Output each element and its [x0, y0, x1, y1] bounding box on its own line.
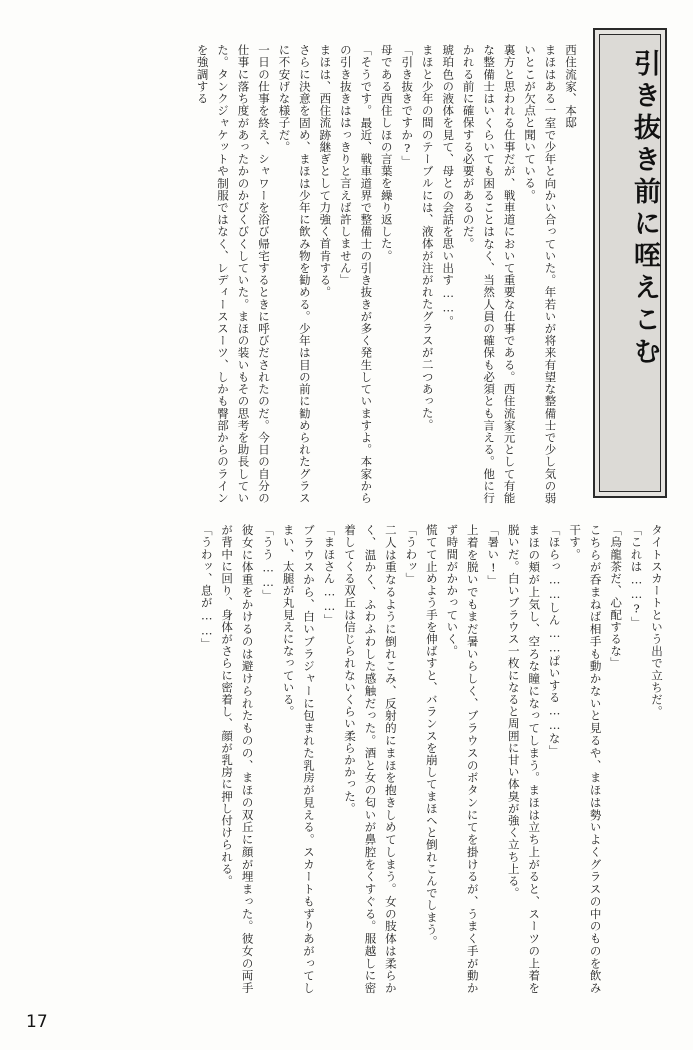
body-paragraph: まほは、西住流跡継ぎとして力強く首肯する。 — [318, 44, 333, 299]
body-paragraph: 母である西住しほの言葉を繰り返した。 — [379, 44, 394, 262]
body-paragraph: 裏方と思われる仕事だが、戦車道において重要な仕事である。西住流家元として有能な整備士はいくらいても困ることはなく、当然人員の確保も必須とも言える。他に行かれる前に確保する必要があるのだ。 — [461, 44, 517, 504]
body-paragraph: 西住流家、本邸 — [564, 44, 578, 129]
body-paragraph: 「うわッ、息が……」 — [199, 524, 214, 650]
chapter-title-inner-border — [599, 34, 661, 492]
body-paragraph: 「これは……?」 — [629, 524, 644, 629]
body-paragraph: 「引き抜きですか?」 — [400, 44, 415, 168]
body-paragraph: こちらが呑まねば相手も動かないと見るや、まほは勢いよくグラスの中のものを飲み干す。 — [568, 524, 603, 994]
body-paragraph: さらに決意を固め、まほは少年に飲み物を勧める。少年は目の前に勧められたグラスに不安げな様子だ。 — [277, 44, 312, 504]
body-paragraph: 上着を脱いでもまだ暑いらしく、ブラウスのボタンにてを掛けるが、うまく手が動かず時間がかかっていく。 — [445, 524, 480, 994]
body-paragraph: 二人は重なるように倒れこみ、反射的にまほを抱きしめてしまう。女の肢体は柔らかく、温かく、ふわふわした感触だった。酒と女の匂いが鼻腔をくすぐる。服越しに密着してくる双丘は信じられないくらい柔らかかった。 — [342, 524, 398, 994]
body-paragraph: まほと少年の間のテーブルには、液体が注がれたグラスが二つあった。 — [420, 44, 435, 432]
body-paragraph: 「まほさん……」 — [322, 524, 337, 626]
body-paragraph: 慌てて止めよう手を伸ばすと、バランスを崩してまほへと倒れこんでしまう。 — [424, 524, 439, 948]
body-paragraph: 「うう……」 — [261, 524, 276, 602]
body-paragraph: 一日の仕事を終え、シャワーを浴び帰宅するときに呼びだされたのだ。今日の自分の仕事に落ち度があったかのかびくびくしていた。まほの装いもその思考を助長していた。タンクジャケットや制服ではなく、レディーススーツ、しかも臀部からのラインを強調する — [195, 44, 271, 504]
body-text-top — [119, 44, 581, 504]
body-text-bottom — [107, 524, 667, 994]
body-paragraph: タイトスカートという出で立ちだ。 — [650, 524, 664, 718]
body-paragraph: 「そうです。最近、戦車道界で整備士の引き抜きが多く発生していますよ。本家からの引き抜きははっきりと言えば許しません」 — [338, 44, 374, 504]
body-paragraph: 「ほらっ……しん……ぱいする……な」 — [547, 524, 562, 757]
chapter-title-box — [593, 28, 667, 498]
chapter-title: 引き抜き前に咥えこむ — [629, 49, 660, 369]
body-paragraph: 「烏龍茶だ、心配するな」 — [609, 524, 624, 670]
body-paragraph: まほの頬が上気し、空ろな瞳になってしまう。まほは立ち上がると、スーツの上着を脱いだ。白いブラウス一枚になると周囲に甘い体臭が強く立ち上る。 — [506, 524, 542, 994]
body-paragraph: まほはある一室で少年と向かい合っていた。年若いが将来有望な整備士で少し気の弱いとこが欠点と聞いている。 — [523, 44, 558, 504]
page-number: 17 — [26, 1012, 48, 1032]
body-paragraph: 彼女に体重をかけるのは避けられたものの、まほの双丘に顔が埋まった。彼女の両手が背中に回り、身体がさらに密着し、顔が乳房に押し付けられる。 — [220, 524, 255, 994]
body-paragraph: 「暑い!」 — [486, 524, 501, 587]
body-paragraph: 「うわッ」 — [404, 524, 419, 585]
body-paragraph: ブラウスから、白いブラジャーに包まれた乳房が見える。スカートもずりあがってしまい、太腿が丸見えになっている。 — [281, 524, 317, 994]
body-paragraph: 琥珀色の液体を見て、母との会話を思い出す……。 — [441, 44, 456, 328]
